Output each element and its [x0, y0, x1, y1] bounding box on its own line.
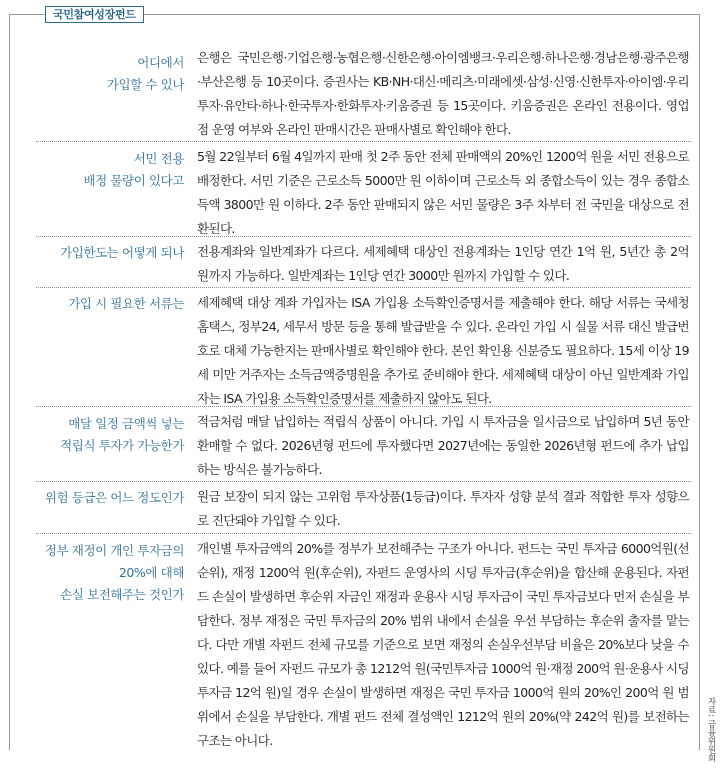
faq-question: 정부 재정이 개인 투자금의 20%에 대해 손실 보전해주는 것인가 — [44, 543, 184, 602]
faq-question: 매달 일정 금액씩 넣는 적립식 투자가 가능한가 — [60, 416, 184, 453]
faq-divider — [36, 406, 691, 407]
faq-divider — [36, 141, 691, 142]
faq-divider — [36, 481, 691, 482]
faq-answer: 5월 22일부터 6월 4일까지 판매 첫 2주 동안 전체 판매액의 20%인 1200억 원을 서민 전용으로 배정한다. 서민 기준은 근로소득 5000만 원 이하이며 근로소득 외 종합소득이 있는 경우 종합소득액 3800만 원 이하다. 2주 동안 판매되지 않은 서민 물량은 3주 차부터 전 국민을 대상으로 전환된다. — [197, 149, 689, 236]
faq-answer: 원금 보장이 되지 않는 고위험 투자상품(1등급)이다. 투자자 성향 분석 결과 적합한 투자 성향으로 진단돼야 가입할 수 있다. — [197, 489, 689, 528]
faq-question: 서민 전용 배정 물량이 있다고 — [83, 151, 184, 188]
faq-answer: 개인별 투자금액의 20%를 정부가 보전해주는 구조가 아니다. 펀드는 국민 투자금 6000억원(선순위), 재정 1200억 원(후순위), 자펀드 운영사의 시딩 투자금(후순위)을 합산해 운용된다. 자펀드 손실이 발생하면 후순위 자금인 재정과 운용사 시딩 투자금이 국민 투자금보다 먼저 손실을 부담한다. 정부 재정은 국민 투자금의 20% 범위 내에서 손실을 우선 부담하는 후순위 출자를 맡는다. 다만 개별 자펀드 전체 규모를 기준으로 보면 재정의 손실우선부담 비율은 20%보다 낮을 수 있다. 예를 들어 자펀드 규모가 총 1212억 원(국민투자금 1000억 원·재정 200억 원·운용사 시딩투자금 12억 원)일 경우 손실이 발생하면 재정은 국민 투자금 1000억 원의 20%인 200억 원 범위에서 손실을 부담한다. 개별 펀드 전체 결성액인 1212억 원의 20%(약 242억 원)를 보전하는 구조는 아니다. — [197, 541, 689, 748]
faq-answer: 세제혜택 대상 계좌 가입자는 ISA 가입용 소득확인증명서를 제출해야 한다. 해당 서류는 국세청 홈택스, 정부24, 세무서 방문 등을 통해 발급받을 수 있다. 온라인 가입 시 실물 서류 대신 발급번호로 대체 가능한지는 판매사별로 확인해야 한다. 본인 확인용 신분증도 필요하다. 15세 이상 19세 미만 거주자는 소득금액증명원을 추가로 준비해야 한다. 세제혜택 대상이 아닌 일반계좌 가입자는 ISA 가입용 소득확인증명서를 제출하지 않아도 된다. — [197, 295, 689, 406]
faq-question: 가입한도는 어떻게 되나 — [60, 245, 184, 260]
faq-answer: 전용계좌와 일반계좌가 다르다. 세제혜택 대상인 전용계좌는 1인당 연간 1억 원, 5년간 총 2억 원까지 가능하다. 일반계좌는 1인당 연간 3000만 원까지 가입할 수 있다. — [197, 244, 689, 283]
faq-answer: 적금처럼 매달 납입하는 적립식 상품이 아니다. 가입 시 투자금을 일시금으로 납입하며 5년 동안 환매할 수 없다. 2026년형 펀드에 투자했다면 2027년에는 동일한 2026년형 펀드에 추가 납입하는 방식은 불가능하다. — [197, 414, 689, 477]
faq-divider — [36, 533, 691, 534]
faq-divider — [36, 236, 691, 237]
faq-question: 가입 시 필요한 서류는 — [68, 296, 184, 311]
box-title: 국민참여성장펀드 — [45, 6, 144, 23]
source-note: 자료: 금융위원회 — [706, 697, 716, 763]
faq-question: 어디에서 가입할 수 있나 — [106, 55, 184, 92]
faq-question: 위험 등급은 어느 정도인가 — [44, 490, 184, 505]
faq-answer: 은행은 국민은행·기업은행·농협은행·신한은행·아이엠뱅크·우리은행·하나은행·경남은행·광주은행·부산은행 등 10곳이다. 증권사는 KB·NH·대신·메리츠·미래에셋·삼성·신영·신한투자·아이엠·우리투자·유안타·하나·한국투자·한화투자·키움증권 등 15곳이다. 키움증권은 온라인 전용이다. 영업점 운영 여부와 온라인 판매시간은 판매사별로 확인해야 한다. — [197, 50, 689, 137]
faq-divider — [36, 287, 691, 288]
